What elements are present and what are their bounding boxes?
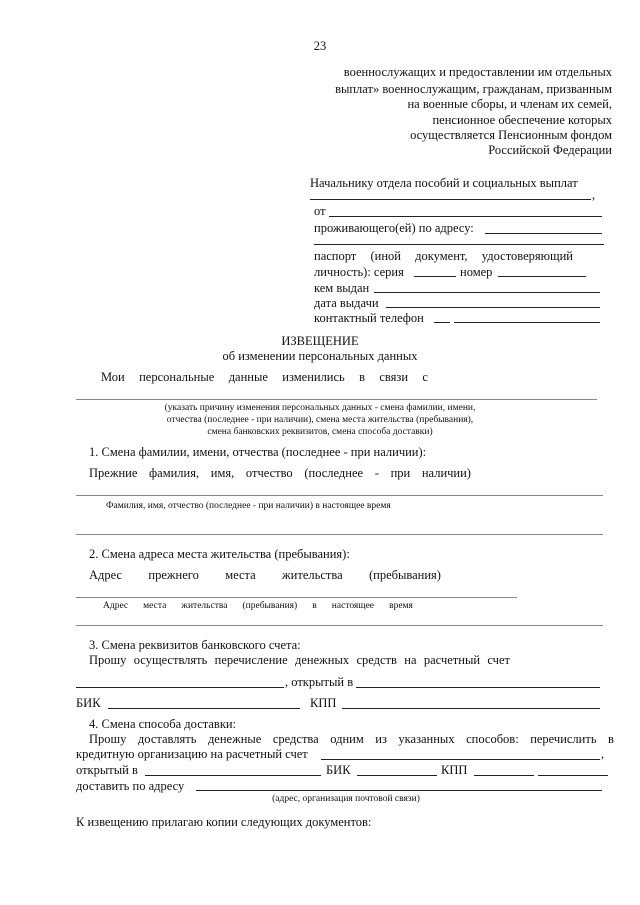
word: (пребывания) xyxy=(368,568,441,582)
word: документ, xyxy=(415,249,468,263)
kpp-field[interactable] xyxy=(342,708,600,709)
word: удостоверяющий xyxy=(481,249,573,263)
reason-hint: отчества (последнее - при наличии), смена места жительства (пребывания), xyxy=(166,415,474,425)
deliver-address-label: доставить по адресу xyxy=(76,779,185,793)
section2-heading: 2. Смена адреса места жительства (пребывания): xyxy=(89,547,350,561)
kpp-label: КПП xyxy=(441,763,468,777)
section3-request-line xyxy=(89,654,510,667)
word: имя, xyxy=(210,466,235,480)
prev-address-field[interactable] xyxy=(76,597,517,598)
notice-title: ИЗВЕЩЕНИЕ xyxy=(281,334,359,348)
word: Прошу xyxy=(89,653,127,667)
word: места xyxy=(225,568,256,582)
issued-by-label: кем выдан xyxy=(314,281,370,295)
word: доставлять xyxy=(137,732,197,746)
page-number: 23 xyxy=(313,39,327,53)
attachments-heading: К извещению прилагаю копии следующих документов: xyxy=(76,815,372,829)
word: расчетный xyxy=(423,653,481,667)
word: изменились xyxy=(282,370,345,384)
current-name-hint: Фамилия, имя, отчество (последнее - при наличии) в настоящее время xyxy=(106,501,391,511)
residing-label: проживающего(ей) по адресу: xyxy=(314,221,474,235)
bank-name-field[interactable] xyxy=(356,687,600,688)
credit-kpp-field-2[interactable] xyxy=(538,775,608,776)
issue-date-field[interactable] xyxy=(386,307,600,308)
bik-label: БИК xyxy=(76,696,101,710)
current-address-hint xyxy=(103,602,413,612)
credit-kpp-field[interactable] xyxy=(474,775,534,776)
from-label: от xyxy=(314,204,326,218)
word: способов: xyxy=(466,732,519,746)
bik-field[interactable] xyxy=(108,708,300,709)
word: с xyxy=(422,370,428,384)
header-line: Российской Федерации xyxy=(488,143,612,157)
word: средства xyxy=(272,732,319,746)
word: связи xyxy=(379,370,409,384)
intro-line xyxy=(101,371,428,384)
word: прежнего xyxy=(148,568,199,582)
word: средств xyxy=(356,653,397,667)
word: - xyxy=(374,466,379,480)
reason-field[interactable] xyxy=(76,399,597,400)
word: в xyxy=(312,601,317,611)
section1-heading: 1. Смена фамилии, имени, отчества (последнее - при наличии): xyxy=(89,445,427,459)
word: из xyxy=(375,732,387,746)
header-line: пенсионное обеспечение которых xyxy=(432,113,612,127)
word: денежные xyxy=(207,732,262,746)
word: наличии) xyxy=(421,466,471,480)
word: паспорт xyxy=(314,249,357,263)
word: счет xyxy=(487,653,510,667)
word: осуществлять xyxy=(133,653,208,667)
phone-label: контактный телефон xyxy=(314,311,424,325)
word: (иной xyxy=(370,249,401,263)
credit-bank-field[interactable] xyxy=(145,775,321,776)
word: одним xyxy=(330,732,364,746)
word: фамилия, xyxy=(149,466,200,480)
phone-field[interactable] xyxy=(454,322,600,323)
kpp-label: КПП xyxy=(310,696,337,710)
comma: , xyxy=(601,747,605,761)
word: места xyxy=(143,601,167,611)
passport-series-field[interactable] xyxy=(414,276,456,277)
word: (последнее xyxy=(304,466,364,480)
bik-label: БИК xyxy=(326,763,351,777)
word: Адрес xyxy=(103,601,129,611)
credit-account-field[interactable] xyxy=(321,759,600,760)
deliver-address-hint: (адрес, организация почтовой связи) xyxy=(272,794,420,804)
section1-prev-name-line xyxy=(89,467,471,480)
word: в xyxy=(359,370,366,384)
comma: , xyxy=(592,188,596,202)
deliver-address-field[interactable] xyxy=(196,790,602,791)
word: (пребывания) xyxy=(242,601,298,611)
phone-field-code[interactable] xyxy=(434,322,450,323)
word: указанных xyxy=(398,732,455,746)
word: в xyxy=(608,732,614,746)
opened-in-label: открытый в xyxy=(76,763,138,777)
credit-bik-field[interactable] xyxy=(357,775,437,776)
addressee-name-field[interactable] xyxy=(310,199,591,200)
word: настоящее xyxy=(331,601,375,611)
account-number-field[interactable] xyxy=(76,687,284,688)
word: Адрес xyxy=(89,568,123,582)
current-address-field[interactable] xyxy=(76,625,603,626)
address-field-2[interactable] xyxy=(314,244,604,245)
opened-in-label: , открытый в xyxy=(285,675,354,689)
header-line: военнослужащих и предоставлении им отдельных xyxy=(343,65,612,79)
issue-date-label: дата выдачи xyxy=(314,296,379,310)
passport-line xyxy=(314,250,573,263)
address-field[interactable] xyxy=(485,233,602,234)
reason-hint: смена банковских реквизитов, смена способа доставки) xyxy=(207,427,433,437)
current-name-field[interactable] xyxy=(76,534,603,535)
word: перечислить xyxy=(530,732,597,746)
credit-account-label: кредитную организацию на расчетный счет xyxy=(76,747,308,761)
section3-heading: 3. Смена реквизитов банковского счета: xyxy=(89,638,301,652)
word: жительства xyxy=(282,568,343,582)
passport-series-label: личность): серия xyxy=(314,265,404,279)
header-line: выплат» военнослужащим, гражданам, призванным xyxy=(335,82,612,96)
word: Прошу xyxy=(89,732,127,746)
word: жительства xyxy=(181,601,228,611)
word: время xyxy=(389,601,413,611)
issued-by-field[interactable] xyxy=(374,292,600,293)
word: отчество xyxy=(245,466,293,480)
section2-prev-address-line xyxy=(89,569,441,582)
word: данные xyxy=(228,370,268,384)
header-line: осуществляется Пенсионным фондом xyxy=(410,128,612,142)
notice-subtitle: об изменении персональных данных xyxy=(222,349,418,363)
word: на xyxy=(404,653,417,667)
word: персональные xyxy=(139,370,215,384)
passport-number-field[interactable] xyxy=(498,276,586,277)
passport-number-label: номер xyxy=(460,265,493,279)
section4-heading: 4. Смена способа доставки: xyxy=(89,717,237,731)
word: перечисление xyxy=(214,653,288,667)
from-field[interactable] xyxy=(329,216,602,217)
word: Прежние xyxy=(89,466,138,480)
prev-name-field[interactable] xyxy=(76,495,603,496)
section4-request-line xyxy=(89,733,614,746)
word: денежных xyxy=(294,653,350,667)
word: при xyxy=(390,466,411,480)
header-line: на военные сборы, и членам их семей, xyxy=(407,97,612,111)
word: Мои xyxy=(101,370,125,384)
addressee-to: Начальнику отдела пособий и социальных выплат xyxy=(310,176,578,190)
reason-hint: (указать причину изменения персональных данных - смена фамилии, имени, xyxy=(164,403,476,413)
